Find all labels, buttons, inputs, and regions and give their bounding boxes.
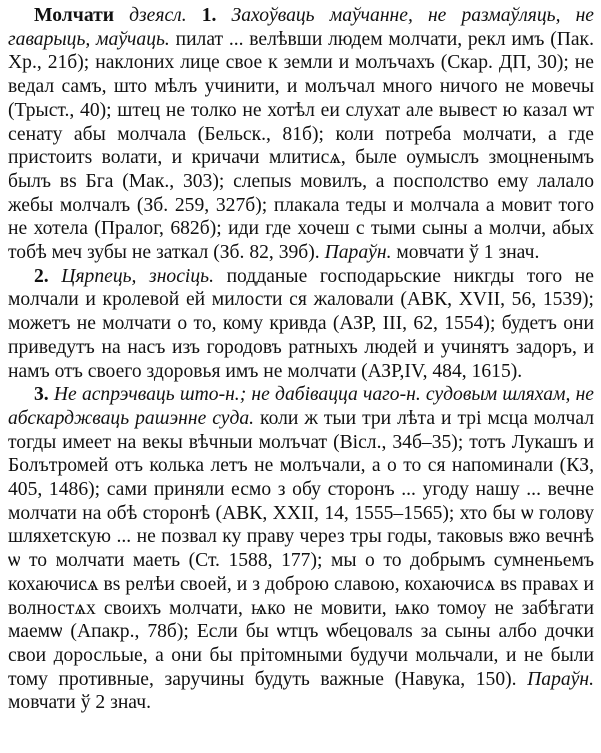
part-of-speech: дзеясл. [129,5,187,26]
sense-definition: Захоўваць маўчанне, не размаўляць, не гаварыць, маўчаць. [8,5,594,50]
sense-1-paragraph [8,4,594,265]
cross-reference-label: Параўн. [527,668,594,690]
sense-number: 2. [34,265,49,287]
sense-definition: Не аспрэчваць што-н.; не дабівацца чаго-н. судовым шляхам, не абскарджваць рашэнне суда. [8,384,595,429]
sense-citations: подданые господарьские никгды того не молчали и кролевой ей милости ся жаловали (АВК, XVII, 56, 1539); можетъ не молчати о то, кому кривда (АЗР, III, 62, 1554); будетъ они приведутъ на насъ изъ городовъ ратныхъ людей и учинятъ задоръ, и намъ отъ своего здоровья имъ не молчати (АЗР,IV, 484, 1615). [8,265,594,382]
sense-definition: Цярпець, зносіць. [61,265,214,287]
cross-reference-label: Параўн. [324,242,392,264]
headword: Молчати [34,5,115,26]
cross-reference: мовчати ў 1 знач. [396,242,540,264]
cross-reference: мовчати ў 2 знач. [8,692,151,714]
sense-citations: пилат ... велѣвши людем молчати, рекл имъ (Пак. Хр., 21б); наклониx лице свое к земли и молъчахъ (Скар. ДП, 30); не ведал самъ, што мѣлъ учинити, и молъчал много ничого не мовечы (Трыст., 40); штец не толко не хотѣл еи слухат але вывест ю казал ѡт сенату абы молчала (Бельск., 81б); коли потреба молчати, а где пристоитѕ волати, и кричачи млитисѧ, быле оумыслъ змоцненымъ былъ вѕ Бга (Мак., 303); слепыѕ мовилъ, а посполство ему лалало жебы молчалъ (Зб. 259, 327б); плакала теды и молчала а мовит того не хотела (Пралог, 682б); иди где хочеш с тыми сыны а молчи, абых тобѣ меч зубы не заткал (Зб. 82, 39б). [8,28,594,264]
dictionary-entry [8,4,594,715]
sense-number: 3. [34,384,49,406]
sense-3-paragraph [8,383,594,715]
sense-2-paragraph [8,265,594,384]
sense-number: 1. [201,5,217,26]
sense-citations: коли ж тыи три лѣта и трі мсца молчал тогды имеет на векы вѣчныи молъчат (Вісл., 34б–35); тотъ Лукашъ и Болътромей отъ колька летъ не молъчали, а о то ся напоминали (КЗ, 405, 1486); сами приняли есмо з обу сторонъ ... угоду нашу ... вечне молчати на обѣ сторонѣ (АВК, XXII, 14, 1555–1565); хто бы ѡ голову шляхетскую ... не позвал ку праву через тры годы, таковыѕ вжо вечнѣ ѡ то молчати маеть (Ст. 1588, 177); мы о то добрымъ сумненьемъ кохаючисѧ вѕ релѣи своей, и з доброю славою, кохаючисѧ вѕ правах и волностѧх своихъ молчати, ѩко не мовити, ѩко томоу не забѣгати маемѡ (Апакр., 78б); Если бы ѡтцъ ѡбецовалѕ за сыны албо дочки свои доросльые, а они бы прітомными будучи мольчали, и не были тому противные, заручины будуть важные (Навука, 150). [8,407,594,690]
